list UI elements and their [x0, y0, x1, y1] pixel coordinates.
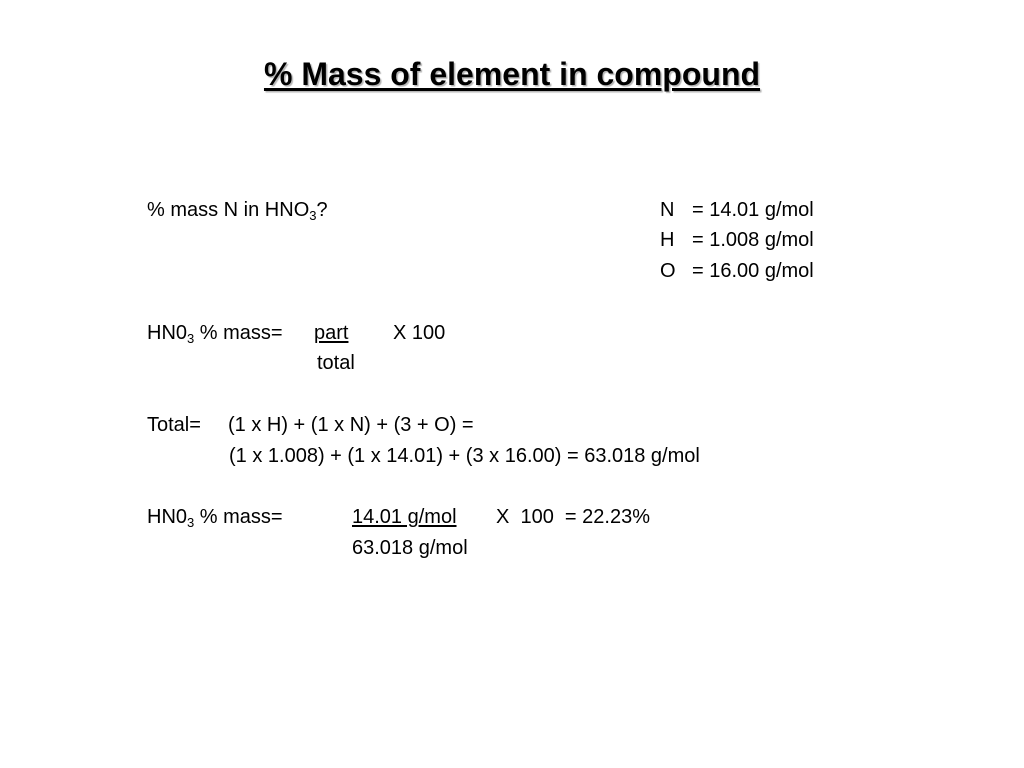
mass-symbol-o: O — [660, 260, 676, 282]
formula-numerator: part — [314, 322, 349, 344]
result-multiplier: X 100 = 22.23% — [496, 506, 651, 528]
question-subscript: 3 — [309, 208, 317, 223]
total-line-2: (1 x 1.008) + (1 x 14.01) + (3 x 16.00) = 63.018 g/mol — [229, 445, 700, 467]
question-suffix: ? — [316, 199, 328, 221]
formula-label-subscript: 3 — [187, 331, 195, 346]
mass-value-n: = 14.01 g/mol — [692, 199, 814, 221]
mass-symbol-h: H — [660, 229, 675, 251]
result-denominator: 63.018 g/mol — [352, 537, 468, 559]
result-label-text: HN0 — [147, 506, 188, 528]
result-numerator: 14.01 g/mol — [352, 506, 457, 528]
mass-value-h: = 1.008 g/mol — [692, 229, 814, 251]
formula-label-suffix: % mass= — [194, 322, 283, 344]
formula-denominator: total — [317, 352, 355, 374]
result-label — [147, 505, 283, 529]
total-label: Total= — [147, 414, 201, 436]
mass-symbol-n: N — [660, 199, 675, 221]
slide-title: % Mass of element in compound — [263, 56, 761, 92]
result-label-subscript: 3 — [187, 515, 195, 530]
formula-multiplier: X 100 — [393, 322, 446, 344]
question-text: % mass N in HNO — [147, 199, 310, 221]
total-line-1: (1 x H) + (1 x N) + (3 + O) = — [228, 414, 474, 436]
question-line — [147, 198, 328, 222]
mass-value-o: = 16.00 g/mol — [692, 260, 814, 282]
formula-label-text: HN0 — [147, 322, 188, 344]
formula-label — [147, 321, 283, 345]
result-label-suffix: % mass= — [194, 506, 283, 528]
